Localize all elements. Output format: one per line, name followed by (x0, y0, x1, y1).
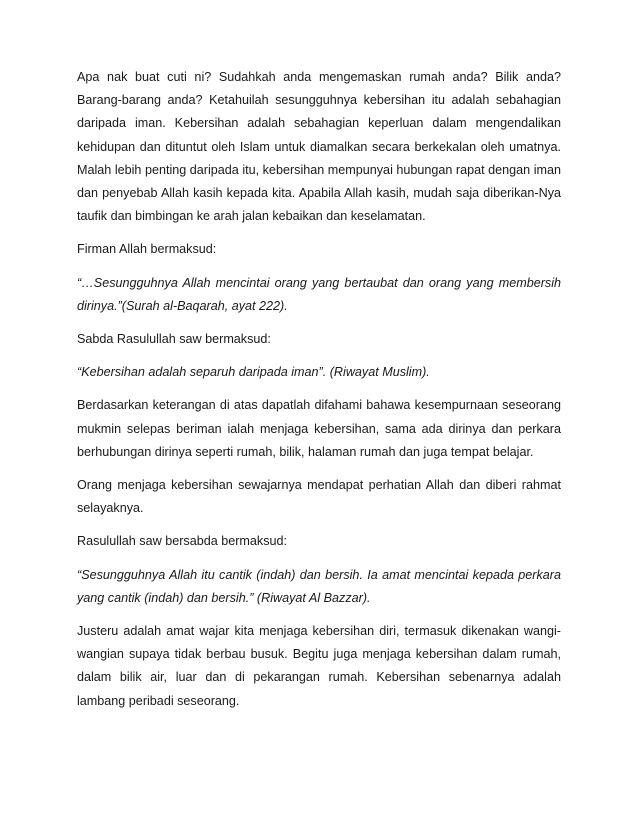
hadith-quote-muslim: “Kebersihan adalah separuh daripada iman”. (Riwayat Muslim). (77, 365, 430, 380)
bersabda-heading: Rasulullah saw bersabda bermaksud: (77, 534, 288, 549)
sabda-heading: Sabda Rasulullah saw bermaksud: (77, 332, 271, 347)
explanation-paragraph: Berdasarkan keterangan di atas dapatlah difahami bahawa kesempurnaan seseorang mukmin selepas beriman ialah menjaga kebersihan, sama ada dirinya dan perkara berhubungan dirinya seperti rumah, bilik, halaman rumah dan juga tempat belajar. (77, 398, 561, 459)
intro-paragraph: Apa nak buat cuti ni? Sudahkah anda mengemaskan rumah anda? Bilik anda? Barang-barang anda? Ketahuilah sesungguhnya kebersihan itu adalah sebahagian daripada iman. Kebersihan adalah sebahagian keperluan dalam mengendalikan kehidupan dan dituntut oleh Islam untuk diamalkan secara berkekalan oleh umatnya. Malah lebih penting daripada itu, kebersihan mempunyai hubungan rapat dengan iman dan penyebab Allah kasih kepada kita. Apabila Allah kasih, mudah saja diberikan-Nya taufik dan bimbingan ke arah jalan kebaikan dan keselamatan. (77, 70, 561, 224)
quran-quote: “…Sesungguhnya Allah mencintai orang yang bertaubat dan orang yang membersih dirinya.”(Surah al-Baqarah, ayat 222). (77, 275, 561, 313)
rahmat-paragraph: Orang menjaga kebersihan sewajarnya mendapat perhatian Allah dan diberi rahmat selayaknya. (77, 478, 561, 516)
conclusion-paragraph: Justeru adalah amat wajar kita menjaga kebersihan diri, termasuk dikenakan wangi-wangian supaya tidak berbau busuk. Begitu juga menjaga kebersihan dalam rumah, dalam bilik air, luar dan di pekarangan rumah. Kebersihan sebenarnya adalah lambang peribadi seseorang. (77, 624, 561, 708)
document-page (77, 66, 561, 723)
firman-heading: Firman Allah bermaksud: (77, 242, 217, 257)
hadith-quote-bazzar: “Sesungguhnya Allah itu cantik (indah) dan bersih. Ia amat mencintai kepada perkara yang cantik (indah) dan bersih.” (Riwayat Al Bazzar). (77, 567, 561, 605)
